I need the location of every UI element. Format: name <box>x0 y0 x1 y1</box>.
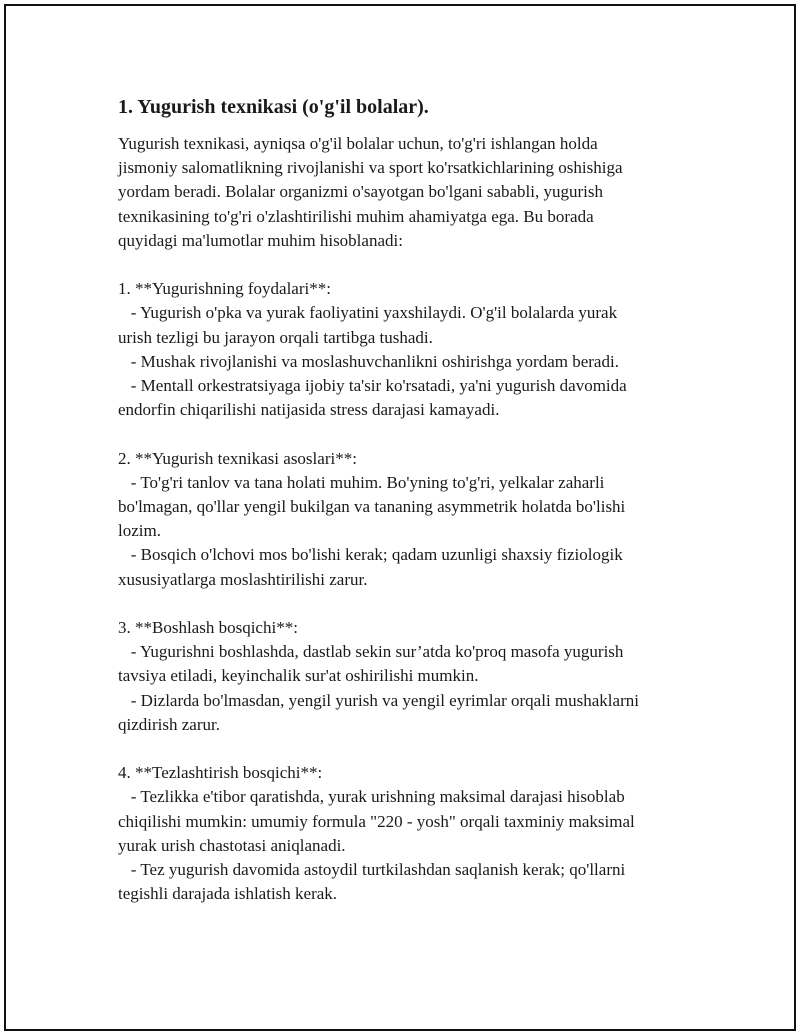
text-line: yordam beradi. Bolalar organizmi o'sayotgan bo'lgani sababli, yugurish <box>118 182 604 202</box>
document-text <box>118 132 718 906</box>
text-line: - Yugurish o'pka va yurak faoliyatini yaxshilaydi. O'g'il bolalarda yurak <box>118 303 618 323</box>
text-line: - Mushak rivojlanishi va moslashuvchanlikni oshirishga yordam beradi. <box>118 351 619 371</box>
text-line: tegishli darajada ishlatish kerak. <box>118 884 338 904</box>
text-line: - Bosqich o'lchovi mos bo'lishi kerak; qadam uzunligi shaxsiy fiziologik <box>118 545 623 565</box>
text-line: texnikasining to'g'ri o'zlashtirilishi muhim ahamiyatga ega. Bu borada <box>118 206 594 226</box>
text-line: tavsiya etiladi, keyinchalik sur'at oshirilishi mumkin. <box>118 666 479 686</box>
blank-line <box>118 737 718 761</box>
text-line: lozim. <box>118 521 161 541</box>
document-title: 1. Yugurish texnikasi (o'g'il bolalar). <box>118 96 429 118</box>
blank-line <box>118 253 718 277</box>
text-line: urish tezligi bu jarayon orqali tartibga tushadi. <box>118 327 433 347</box>
section-heading-2: 2. **Yugurish texnikasi asoslari**: <box>118 448 357 468</box>
text-line: Yugurish texnikasi, ayniqsa o'g'il bolalar uchun, to'g'ri ishlangan holda <box>118 134 598 153</box>
text-line: chiqilishi mumkin: umumiy formula "220 - yosh" orqali taxminiy maksimal <box>118 811 635 831</box>
text-line: xususiyatlarga moslashtirilishi zarur. <box>118 569 368 589</box>
text-line: quyidagi ma'lumotlar muhim hisoblanadi: <box>118 230 403 250</box>
text-line: endorfin chiqarilishi natijasida stress darajasi kamayadi. <box>118 400 500 420</box>
text-line: - Yugurishni boshlashda, dastlab sekin sur’atda ko'proq masofa yugurish <box>118 642 624 662</box>
text-line: - Mentall orkestratsiyaga ijobiy ta'sir ko'rsatadi, ya'ni yugurish davomida <box>118 376 627 396</box>
text-line: bo'lmagan, qo'llar yengil bukilgan va tananing asymmetrik holatda bo'lishi <box>118 497 626 517</box>
section-heading-1: 1. **Yugurishning foydalari**: <box>118 279 331 299</box>
text-line: jismoniy salomatlikning rivojlanishi va sport ko'rsatkichlarining oshishiga <box>118 158 623 178</box>
blank-line <box>118 422 718 446</box>
document-body <box>118 94 718 906</box>
text-line: - Dizlarda bo'lmasdan, yengil yurish va yengil eyrimlar orqali mushaklarni <box>118 690 639 710</box>
section-heading-4: 4. **Tezlashtirish bosqichi**: <box>118 763 323 783</box>
text-line: - Tez yugurish davomida astoydil turtkilashdan saqlanish kerak; qo'llarni <box>118 860 626 880</box>
blank-line <box>118 592 718 616</box>
text-line: yurak urish chastotasi aniqlanadi. <box>118 835 346 855</box>
text-line: - To'g'ri tanlov va tana holati muhim. Bo'yning to'g'ri, yelkalar zaharli <box>118 472 605 492</box>
text-line: qizdirish zarur. <box>118 714 220 734</box>
text-line: - Tezlikka e'tibor qaratishda, yurak urishning maksimal darajasi hisoblab <box>118 787 625 807</box>
section-heading-3: 3. **Boshlash bosqichi**: <box>118 618 298 638</box>
